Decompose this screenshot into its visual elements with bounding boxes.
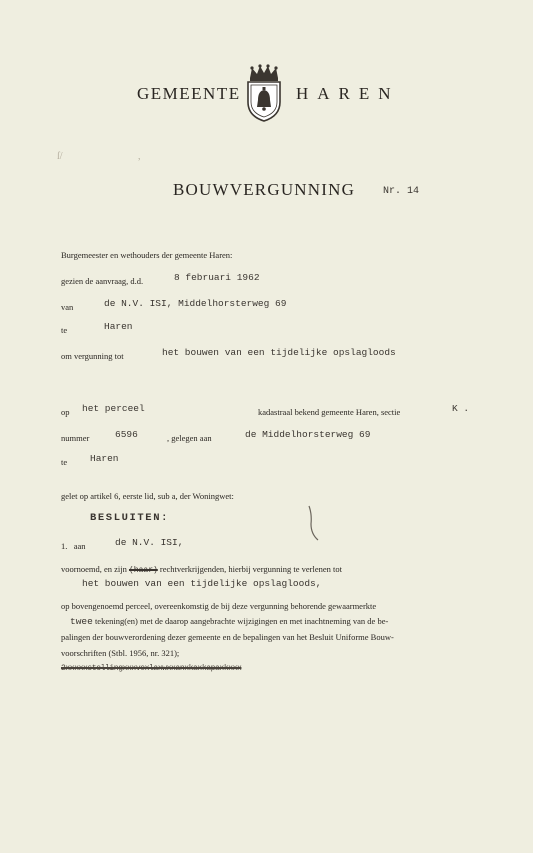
permit-label: om vergunning tot: [61, 351, 124, 361]
header-gemeente: GEMEENTE: [137, 84, 241, 103]
decision-line-4: op bovengenoemd perceel, overeenkomstig de bij deze vergunning behorende gewaarmerkte: [61, 601, 377, 611]
number-value: 6596: [115, 429, 138, 440]
number-label: nummer: [61, 433, 90, 443]
document-title: BOUWVERGUNNING: [173, 180, 356, 199]
from-value: de N.V. ISI, Middelhorsterweg 69: [104, 298, 287, 309]
line5-rest: tekening(en) met de daarop aangebrachte wijzigingen en met inachtneming van de be-: [94, 616, 389, 626]
permit-value: het bouwen van een tijdelijke opslagloods: [162, 347, 396, 358]
place-label: te: [61, 325, 68, 335]
intro-line: Burgemeester en wethouders der gemeente Haren:: [61, 250, 233, 260]
place-value: Haren: [104, 321, 133, 332]
place2-label: te: [61, 457, 68, 467]
on-value: het perceel: [82, 403, 145, 414]
decision-heading: BESLUITEN:: [90, 512, 170, 524]
decision-line-5: [70, 616, 388, 627]
decision-line-2: [61, 564, 342, 575]
line2-end: rechtverkrijgenden, hierbij vergunning te verlenen tot: [159, 564, 342, 574]
struck-out-text: 2xxxxxstellingxxxvoxlaxwxxanxkaxkapaxkxxx: [61, 664, 242, 673]
struck-out-word: (haar): [128, 566, 158, 575]
section-value: K .: [452, 403, 470, 414]
pencil-mark: [306, 504, 322, 542]
header-haren: HAREN: [296, 84, 400, 103]
line5-typed: twee: [70, 616, 93, 627]
cadastral-label: kadastraal bekend gemeente Haren, sectie: [258, 407, 401, 417]
faint-margin-mark: ,: [138, 151, 141, 162]
struck-out-line: [61, 664, 241, 673]
item1-label: 1. aan: [61, 541, 86, 551]
item1-value: de N.V. ISI,: [115, 537, 184, 548]
decision-line-3: het bouwen van een tijdelijke opslagloods,: [82, 578, 322, 589]
permit-number: Nr. 14: [383, 186, 420, 197]
located-label: , gelegen aan: [167, 433, 212, 443]
from-label: van: [61, 302, 74, 312]
place2-value: Haren: [90, 453, 119, 464]
municipal-crest-icon: [246, 64, 282, 122]
decision-line-6: palingen der bouwverordening dezer gemeente en de bepalingen van het Besluit Uniforme Bouw-: [61, 632, 394, 642]
decision-line-7: voorschriften (Stbl. 1956, nr. 321);: [61, 648, 180, 658]
line2-start: voornoemd, en zijn: [61, 564, 127, 574]
article-line: gelet op artikel 6, eerste lid, sub a, der Woningwet:: [61, 491, 234, 501]
faint-margin-mark: ſ/: [57, 151, 63, 162]
on-label: op: [61, 407, 70, 417]
request-label: gezien de aanvraag, d.d.: [61, 276, 144, 286]
located-value: de Middelhorsterweg 69: [245, 429, 371, 440]
request-date: 8 februari 1962: [174, 272, 260, 283]
